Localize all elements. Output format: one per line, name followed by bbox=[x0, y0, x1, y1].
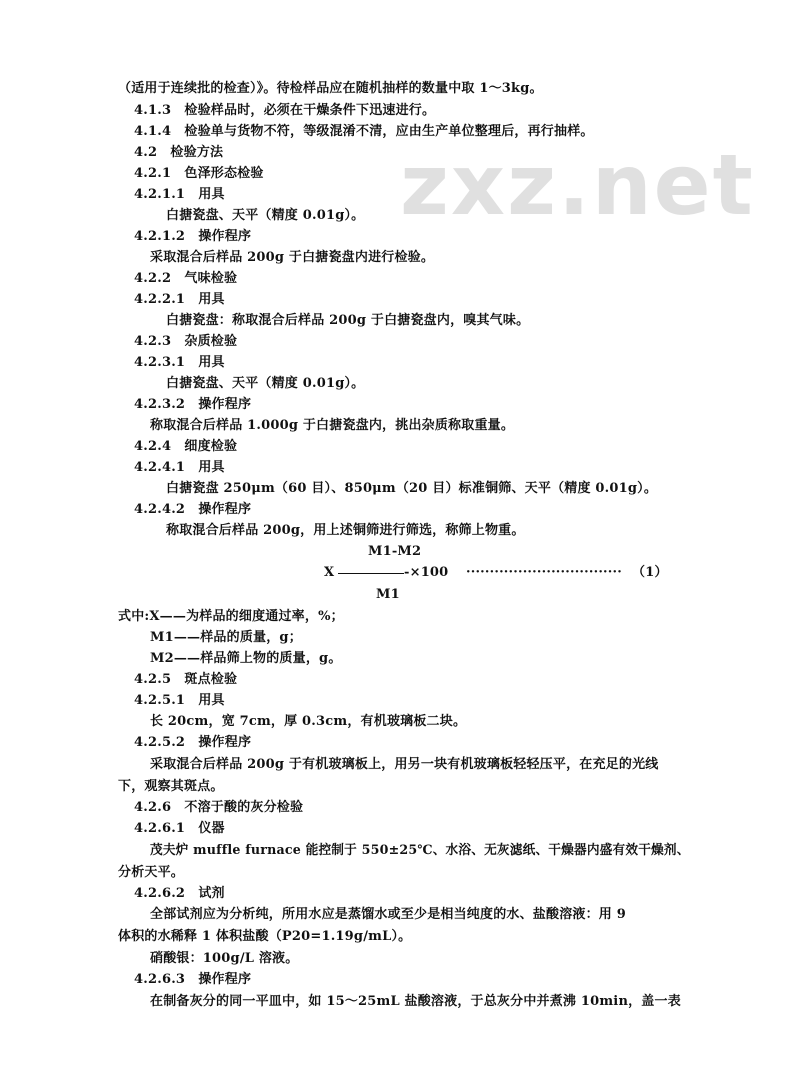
text-line: M1——样品的质量，g； bbox=[150, 630, 302, 645]
section-heading: 4.2.3 杂质检验 bbox=[134, 334, 238, 349]
section-heading: 4.2.6 不溶于酸的灰分检验 bbox=[134, 800, 304, 815]
text-line: 全部试剂应为分析纯，所用水应是蒸馏水或至少是相当纯度的水、盐酸溶液：用 9 bbox=[150, 907, 626, 922]
section-heading: 4.2.2 气味检验 bbox=[134, 271, 238, 286]
section-heading: 4.2 检验方法 bbox=[134, 145, 224, 160]
section-heading: 4.2.6.3 操作程序 bbox=[134, 972, 252, 987]
section-heading: 4.2.4.1 用具 bbox=[134, 460, 225, 475]
text-line: 采取混合后样品 200g 于白搪瓷盘内进行检验。 bbox=[150, 250, 435, 265]
text-line: M2——样品筛上物的质量，g。 bbox=[150, 651, 342, 666]
text-line: 白搪瓷盘、天平（精度 0.01g）。 bbox=[166, 208, 365, 223]
section-heading: 4.2.3.1 用具 bbox=[134, 355, 225, 370]
text-line: 分析天平。 bbox=[118, 865, 185, 880]
watermark: zxz.net bbox=[400, 136, 755, 234]
text-line: 称取混合后样品 1.000g 于白搪瓷盘内，挑出杂质称取重量。 bbox=[150, 418, 515, 433]
formula-fraction-bar bbox=[338, 573, 404, 574]
section-heading: 4.2.5.1 用具 bbox=[134, 693, 225, 708]
formula-leader-dots: ································· bbox=[466, 565, 622, 580]
text-line: 白搪瓷盘 250μm（60 目）、850μm（20 目）标准铜筛、天平（精度 0.01g）。 bbox=[166, 481, 658, 496]
section-heading: 4.2.3.2 操作程序 bbox=[134, 397, 252, 412]
formula-multiplier: -×100 bbox=[404, 565, 449, 580]
text-line: 在制备灰分的同一平皿中，如 15～25mL 盐酸溶液，于总灰分中并煮沸 10min，盖一表 bbox=[150, 994, 681, 1009]
section-heading: 4.2.1.1 用具 bbox=[134, 187, 225, 202]
section-heading: 4.2.1.2 操作程序 bbox=[134, 229, 252, 244]
text-line: 式中:X——为样品的细度通过率，%； bbox=[118, 609, 344, 624]
section-heading: 4.2.1 色泽形态检验 bbox=[134, 166, 264, 181]
formula-lhs: X bbox=[324, 565, 335, 580]
formula-denominator: M1 bbox=[376, 587, 400, 602]
section-heading: 4.2.4.2 操作程序 bbox=[134, 502, 252, 517]
text-line: 称取混合后样品 200g，用上述铜筛进行筛选，称筛上物重。 bbox=[166, 523, 525, 538]
section-heading: 4.2.5.2 操作程序 bbox=[134, 735, 252, 750]
section-heading: 4.2.4 细度检验 bbox=[134, 439, 238, 454]
section-heading: 4.1.3 检验样品时，必须在干燥条件下迅速进行。 bbox=[134, 103, 436, 118]
text-line: 长 20cm，宽 7cm，厚 0.3cm，有机玻璃板二块。 bbox=[150, 714, 467, 729]
formula-numerator: M1-M2 bbox=[368, 544, 422, 559]
text-line: 采取混合后样品 200g 于有机玻璃板上，用另一块有机玻璃板轻轻压平，在充足的光线 bbox=[150, 757, 659, 772]
section-heading: 4.2.6.1 仪器 bbox=[134, 821, 225, 836]
text-line: （适用于连续批的检查）》。待检样品应在随机抽样的数量中取 1～3kg。 bbox=[118, 81, 543, 96]
text-line: 体积的水稀释 1 体积盐酸（P20=1.19g/mL）。 bbox=[118, 929, 412, 944]
section-heading: 4.2.6.2 试剂 bbox=[134, 886, 225, 901]
text-line: 白搪瓷盘、天平（精度 0.01g）。 bbox=[166, 376, 365, 391]
section-heading: 4.2.5 斑点检验 bbox=[134, 672, 238, 687]
text-line: 白搪瓷盘：称取混合后样品 200g 于白搪瓷盘内，嗅其气味。 bbox=[166, 313, 530, 328]
text-line: 下，观察其斑点。 bbox=[118, 779, 224, 794]
text-line: 茂夫炉 muffle furnace 能控制于 550±25℃、水浴、无灰滤纸、干燥器内盛有效干燥剂、 bbox=[150, 843, 690, 858]
section-heading: 4.1.4 检验单与货物不符，等级混淆不清，应由生产单位整理后，再行抽样。 bbox=[134, 124, 594, 139]
text-line: 硝酸银：100g/L 溶液。 bbox=[150, 951, 299, 966]
formula-number: （1） bbox=[632, 565, 668, 580]
section-heading: 4.2.2.1 用具 bbox=[134, 292, 225, 307]
